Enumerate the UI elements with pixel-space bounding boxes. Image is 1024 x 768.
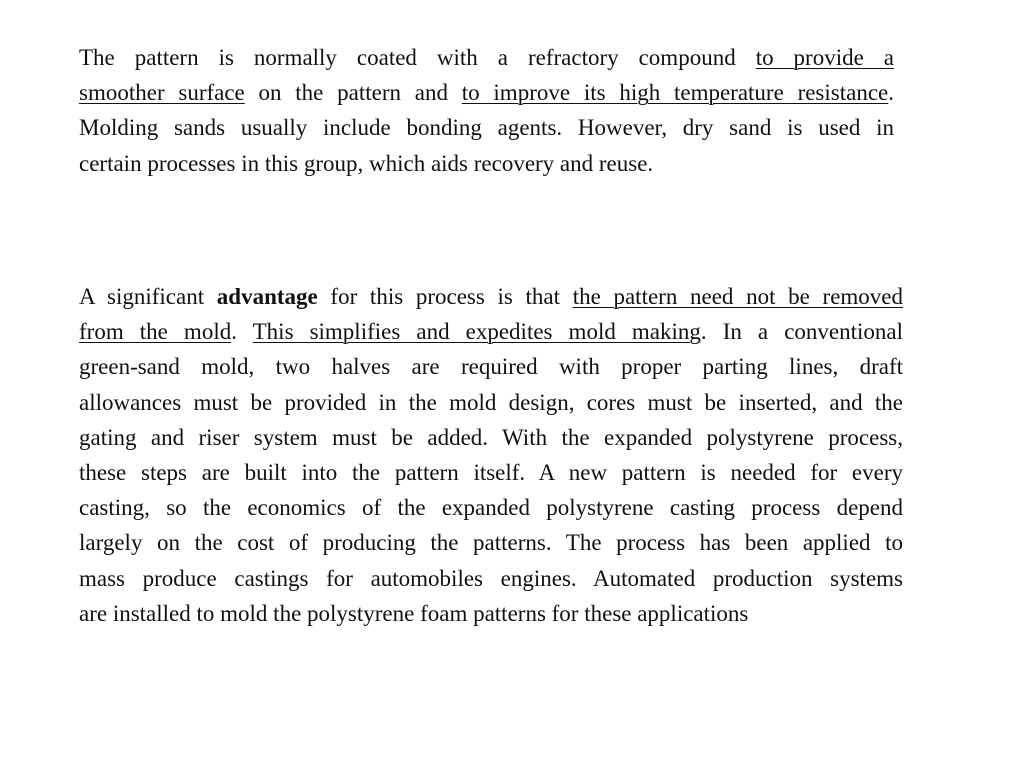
text-segment: . [231, 319, 253, 345]
underlined-phrase: smoother surface [79, 80, 245, 106]
text-segment: casting, so the economics of the expanded polystyrene casting process depend [79, 495, 903, 521]
underlined-phrase: the pattern need not be removed [572, 284, 904, 309]
bold-term: advantage [216, 284, 318, 309]
text-line [79, 349, 903, 384]
text-segment: certain processes in this group, which aids recovery and reuse. [79, 150, 654, 176]
text-segment: A significant [79, 284, 217, 309]
text-line [79, 420, 903, 455]
text-line [79, 146, 894, 181]
text-segment: . In a conventional [700, 319, 903, 345]
text-line [79, 279, 903, 314]
text-segment: for this process is that [317, 284, 573, 309]
underlined-phrase: to improve its high temperature resistance [461, 80, 889, 106]
text-segment: on the pattern and [244, 80, 462, 106]
text-segment: Molding sands usually include bonding agents. However, dry sand is used in [79, 115, 894, 141]
text-line [79, 455, 903, 490]
text-segment: allowances must be provided in the mold design, cores must be inserted, and the [79, 389, 903, 415]
text-segment: . [888, 80, 894, 106]
paragraph-refractory-coating [79, 40, 894, 181]
text-segment: largely on the cost of producing the patterns. The process has been applied to [79, 530, 903, 556]
text-segment: gating and riser system must be added. With the expanded polystyrene process, [79, 424, 903, 450]
text-line [79, 385, 903, 420]
text-line [79, 596, 903, 631]
underlined-phrase: from the mold [79, 319, 232, 345]
text-line [79, 40, 894, 75]
text-line [79, 110, 894, 145]
text-segment: mass produce castings for automobiles engines. Automated production systems [79, 565, 903, 591]
text-line [79, 75, 894, 110]
paragraph-advantage [79, 279, 903, 631]
text-segment: green-sand mold, two halves are required with proper parting lines, draft [79, 354, 903, 380]
text-line [79, 525, 903, 560]
underlined-phrase: to provide a [755, 45, 895, 70]
text-segment: The pattern is normally coated with a refractory compound [79, 45, 756, 70]
text-line [79, 490, 903, 525]
text-line [79, 314, 903, 349]
text-line [79, 561, 903, 596]
text-segment: are installed to mold the polystyrene foam patterns for these applications [79, 600, 749, 626]
text-segment: these steps are built into the pattern itself. A new pattern is needed for every [79, 459, 903, 485]
underlined-phrase: This simplifies and expedites mold making [252, 319, 701, 345]
